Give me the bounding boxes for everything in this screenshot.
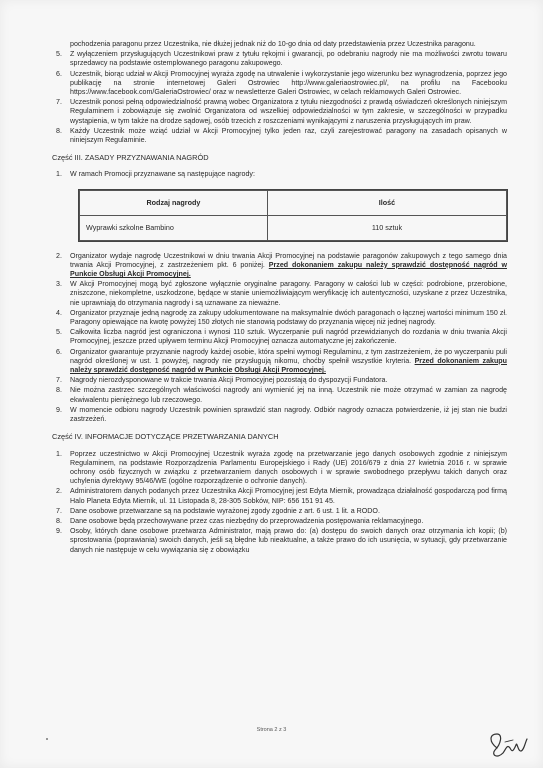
list-item: 9. Osoby, których dane osobowe przetwarza Administrator, mają prawo do: (a) dostępu do swoich danych oraz otrzymania ich kopii; (b) sprostowania (poprawiania) swoich danych, jeśli są błędne lub nieaktualne, a także prawo do ich usunięcia, w sytuacji, gdy przetwarzanie danych nie następuje w celu wywiązania się z obowiązku [56,527,507,554]
prize-table [78,189,508,242]
list-item: 9. W momencie odbioru nagrody Uczestnik powinien sprawdzić stan nagrody. Odbiór nagrody oznacza potwierdzenie, iż jej stan nie budzi zastrzeżeń. [56,405,507,424]
section-heading: Część III. ZASADY PRZYZNAWANIA NAGRÓD [52,153,209,163]
list-item: 3. W Akcji Promocyjnej mogą być zgłoszone wyłącznie oryginalne paragony. Paragony w całości lub w części: podrobione, przerobione, zniszczone, niekompletne, uszkodzone, będące w stanie uniemożliwiającym weryfikację ich autentyczności, uzyskane z przez Uczestnika, nie uprawniają do otrzymania nagrody i są uznawane za nieważne. [56,280,507,307]
list-item: 7. Uczestnik ponosi pełną odpowiedzialność prawną wobec Organizatora z tytułu niezgodności z prawdą oświadczeń określonych niniejszym Regulaminem i zobowiązuje się zwolnić Organizatora od wszelkiej odpowiedzialności w tym zakresie, w szczególności w przypadku wystąpienia, w tym także na drodze sądowej, osób trzecich z roszczeniami wynikającymi z naruszenia przysługujących im praw. [56,98,507,125]
page-number: Strona 2 z 3 [256,727,287,733]
list-item: 1. Poprzez uczestnictwo w Akcji Promocyjnej Uczestnik wyraża zgodę na przetwarzanie jego danych osobowych zgodnie z niniejszym Regulaminem, na podstawie Rozporządzenia Parlamentu Europejskiego i Rady (UE) 2016/679 z dnia 27 kwietnia 2016 r. w sprawie ochrony osób fizycznych w związku z przetwarzaniem danych osobowych i w sprawie swobodnego przepływu takich danych oraz uchylenia dyrektywy 95/46/WE (ogólne rozporządzenie o ochronie danych). [56,449,507,486]
list-item: 8. Dane osobowe będą przechowywane przez czas niezbędny do przeprowadzenia postępowania reklamacyjnego. [56,516,424,525]
list-item: 4. Organizator przyznaje jedną nagrodę za zakupy udokumentowane na maksymalnie dwóch paragonach o łącznej wartości minimum 150 zł. Paragony opiewające na kwotę powyżej 150 złotych nie stanowią podstawy do przyznania więcej niż jednej nagrody. [56,308,507,327]
emphasis-text: Przed dokonaniem zakupu należy sprawdzić dostępność nagród w Punkcie Obsługi Akcji Promocyjnej. [70,356,507,375]
list-item: 8. Nie można zastrzec szczególnych właściwości nagrody ani wymienić jej na inną. Uczestnik nie może otrzymać w zamian za nagrodę ekwiwalentu pieniężnego lub rzeczowego. [56,386,507,404]
list-item: 5. Całkowita liczba nagród jest ograniczona i wynosi 110 sztuk. Wyczerpanie puli nagród przewidzianych do rozdania w dniu trwania Akcji Promocyjnej, jeszcze przed upływem terminu Akcji Promocyjnej oznacza automatyczne jej zakończenie. [56,328,507,346]
list-item: 6. Uczestnik, biorąc udział w Akcji Promocyjnej wyraża zgodę na utrwalenie i wykorzystanie jego wizerunku bez wynagrodzenia, poprzez jego publikację na stronie internetowej Galeri Ostrowiec http://www.galeriaostrowiec.pl/, na profilu na Facebooku https://www.facebook.com/GaleriaOstrowiec/ oraz w newsletterze Galeri Ostrowiec, w celach reklamowych Galeri Ostrowiec. [56,69,507,97]
emphasis-text: Przed dokonaniem zakupu należy sprawdzić dostępność nagród w Punkcie Obsługi Akcji Promocyjnej. [70,260,507,279]
scan-speck [46,738,48,740]
list-item: 1. W ramach Promocji przyznawane są następujące nagrody: [56,170,255,179]
list-item: 2. Organizator wydaje nagrodę Uczestnikowi w dniu trwania Akcji Promocyjnej na podstawie paragonów zakupowych z tego samego dnia trwania Akcji Promocyjnej, z zastrzeżeniem pkt. 6 poniżej. Przed dokonaniem zakupu należy sprawdzić dostępność nagród w Punkcie Obsługi Akcji Promocyjnej. [56,251,507,279]
list-item: 8. Każdy Uczestnik może wziąć udział w Akcji Promocyjnej tylko jeden raz, czyli zarejestrować paragony na zasadach opisanych w niniejszym Regulaminie. [56,126,507,145]
list-item: 7. Nagrody nierozdysponowane w trakcie trwania Akcji Promocyjnej pozostają do dyspozycji Fundatora. [56,376,388,385]
paragraph-continuation: pochodzenia paragonu przez Uczestnika, nie dłużej jednak niż do 10-go dnia od daty przedstawienia przez Uczestnika paragonu. [70,40,476,48]
table-cell: Wyprawki szkolne Bambino [80,215,268,240]
table-cell: 110 sztuk [267,215,506,240]
list-item: 2. Administratorem danych podanych przez Uczestnika Akcji Promocyjnej jest Edyta Miernik, prowadząca działalność gospodarczą pod firmą Halo Planeta Edyta Miernik, ul. 11 Listopada 8, 28-305 Sobków, NIP: 656 151 91 45. [56,487,507,505]
list-item: 5. Z wyłączeniem przysługujących Uczestnikowi praw z tytułu rękojmi i gwarancji, po odebraniu nagrody nie ma możliwości zwrotu towaru sprzedawcy na podstawie ostemplowanego paragonu zakupowego. [56,50,507,68]
section-heading: Część IV. INFORMACJE DOTYCZĄCE PRZETWARZANIA DANYCH [52,432,279,442]
list-item: 6. Organizator gwarantuje przyznanie nagrody każdej osobie, która spełni wymogi Regulaminu, z tym zastrzeżeniem, że po wyczerpaniu puli nagród określonej w ust. 1 powyżej, nagrody nie przysługują nikomu, choćby spełnił wszystkie kryteria. Przed dokonaniem zakupu należy sprawdzić dostępność nagród w Punkcie Obsługi Akcji Promocyjnej. [56,347,507,375]
table-header-cell: Rodzaj nagrody [80,190,268,215]
document-body [52,40,507,556]
list-item: 7. Dane osobowe przetwarzane są na podstawie wyrażonej zgody zgodnie z art. 6 ust. 1 lit. a RODO. [56,506,380,515]
table-header-cell: Ilość [267,190,506,215]
signature-icon [483,728,531,764]
